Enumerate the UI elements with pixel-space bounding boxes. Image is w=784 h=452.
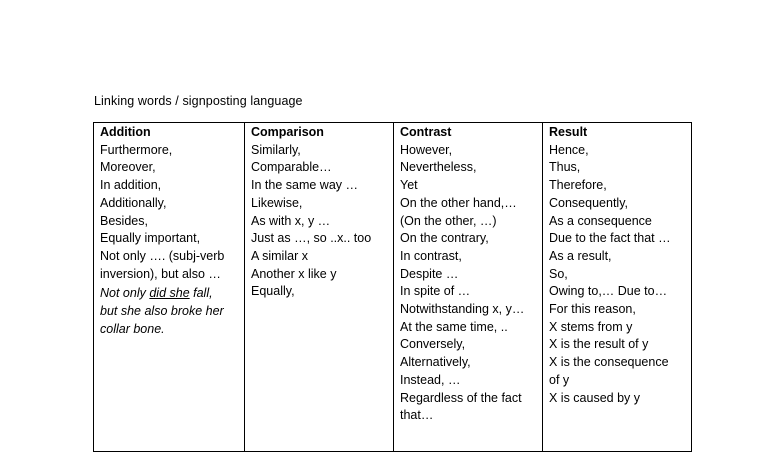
linking-phrase: In contrast, bbox=[400, 248, 462, 263]
column-comparison bbox=[244, 123, 393, 451]
linking-phrase: (On the other, …) bbox=[400, 213, 497, 228]
linking-phrase: Comparable… bbox=[251, 160, 332, 175]
example-text: Not only bbox=[100, 286, 150, 301]
linking-phrase: So, bbox=[549, 266, 568, 281]
column-addition bbox=[94, 123, 244, 451]
linking-phrase: Due to the fact that … bbox=[549, 231, 671, 246]
linking-phrase: As a consequence bbox=[549, 213, 652, 228]
linking-phrase: Yet bbox=[400, 178, 418, 193]
linking-phrase: In spite of … bbox=[400, 284, 471, 299]
table-caption: Linking words / signposting language bbox=[94, 94, 303, 108]
linking-phrase: For this reason, bbox=[549, 302, 636, 317]
linking-phrase: Despite … bbox=[400, 266, 459, 281]
example-sentence bbox=[100, 285, 238, 338]
linking-phrase: X is the consequence bbox=[549, 355, 669, 370]
linking-phrase: inversion), but also … bbox=[100, 266, 221, 281]
linking-phrase: Nevertheless, bbox=[400, 160, 477, 175]
linking-phrase: Notwithstanding x, y… bbox=[400, 302, 525, 317]
linking-phrase: Alternatively, bbox=[400, 355, 471, 370]
linking-phrase: As a result, bbox=[549, 248, 612, 263]
linking-phrase: of y bbox=[549, 372, 570, 387]
column-header: Contrast bbox=[400, 125, 452, 139]
example-text: fall, bbox=[189, 286, 213, 301]
example-underlined: did she bbox=[149, 286, 190, 301]
linking-phrase: On the contrary, bbox=[400, 231, 489, 246]
linking-phrase: In addition, bbox=[100, 178, 162, 193]
linking-phrase: Likewise, bbox=[251, 195, 303, 210]
linking-phrase: Owing to,… Due to… bbox=[549, 284, 668, 299]
linking-phrase: Similarly, bbox=[251, 142, 301, 157]
linking-words-table bbox=[93, 122, 692, 452]
linking-phrase: Equally important, bbox=[100, 231, 201, 246]
linking-phrase: X stems from y bbox=[549, 319, 633, 334]
column-header: Result bbox=[549, 125, 588, 139]
linking-phrase: Equally, bbox=[251, 284, 295, 299]
linking-phrase: Another x like y bbox=[251, 266, 337, 281]
linking-phrase: However, bbox=[400, 142, 453, 157]
column-header: Comparison bbox=[251, 125, 324, 139]
linking-phrase: Therefore, bbox=[549, 178, 607, 193]
example-text: collar bone. bbox=[100, 321, 165, 336]
linking-phrase: Besides, bbox=[100, 213, 148, 228]
linking-phrase: Furthermore, bbox=[100, 142, 173, 157]
linking-phrase: Regardless of the fact bbox=[400, 390, 522, 405]
linking-phrase: X is caused by y bbox=[549, 390, 641, 405]
linking-phrase: Thus, bbox=[549, 160, 581, 175]
linking-phrase: that… bbox=[400, 408, 434, 423]
linking-phrase: In the same way … bbox=[251, 178, 358, 193]
linking-phrase: Consequently, bbox=[549, 195, 628, 210]
linking-phrase: Additionally, bbox=[100, 195, 167, 210]
column-contrast bbox=[393, 123, 542, 451]
linking-phrase: A similar x bbox=[251, 248, 308, 263]
linking-phrase: At the same time, .. bbox=[400, 319, 508, 334]
linking-phrase: On the other hand,… bbox=[400, 195, 517, 210]
linking-phrase: X is the result of y bbox=[549, 337, 649, 352]
linking-phrase: Moreover, bbox=[100, 160, 156, 175]
linking-phrase: Instead, … bbox=[400, 372, 461, 387]
linking-phrase: As with x, y … bbox=[251, 213, 331, 228]
linking-phrase: Not only …. (subj-verb bbox=[100, 248, 225, 263]
linking-phrase: Hence, bbox=[549, 142, 589, 157]
linking-phrase: Conversely, bbox=[400, 337, 466, 352]
column-header: Addition bbox=[100, 125, 151, 139]
example-text: but she also broke her bbox=[100, 304, 224, 319]
linking-phrase: Just as …, so ..x.. too bbox=[251, 231, 372, 246]
column-result bbox=[542, 123, 691, 451]
